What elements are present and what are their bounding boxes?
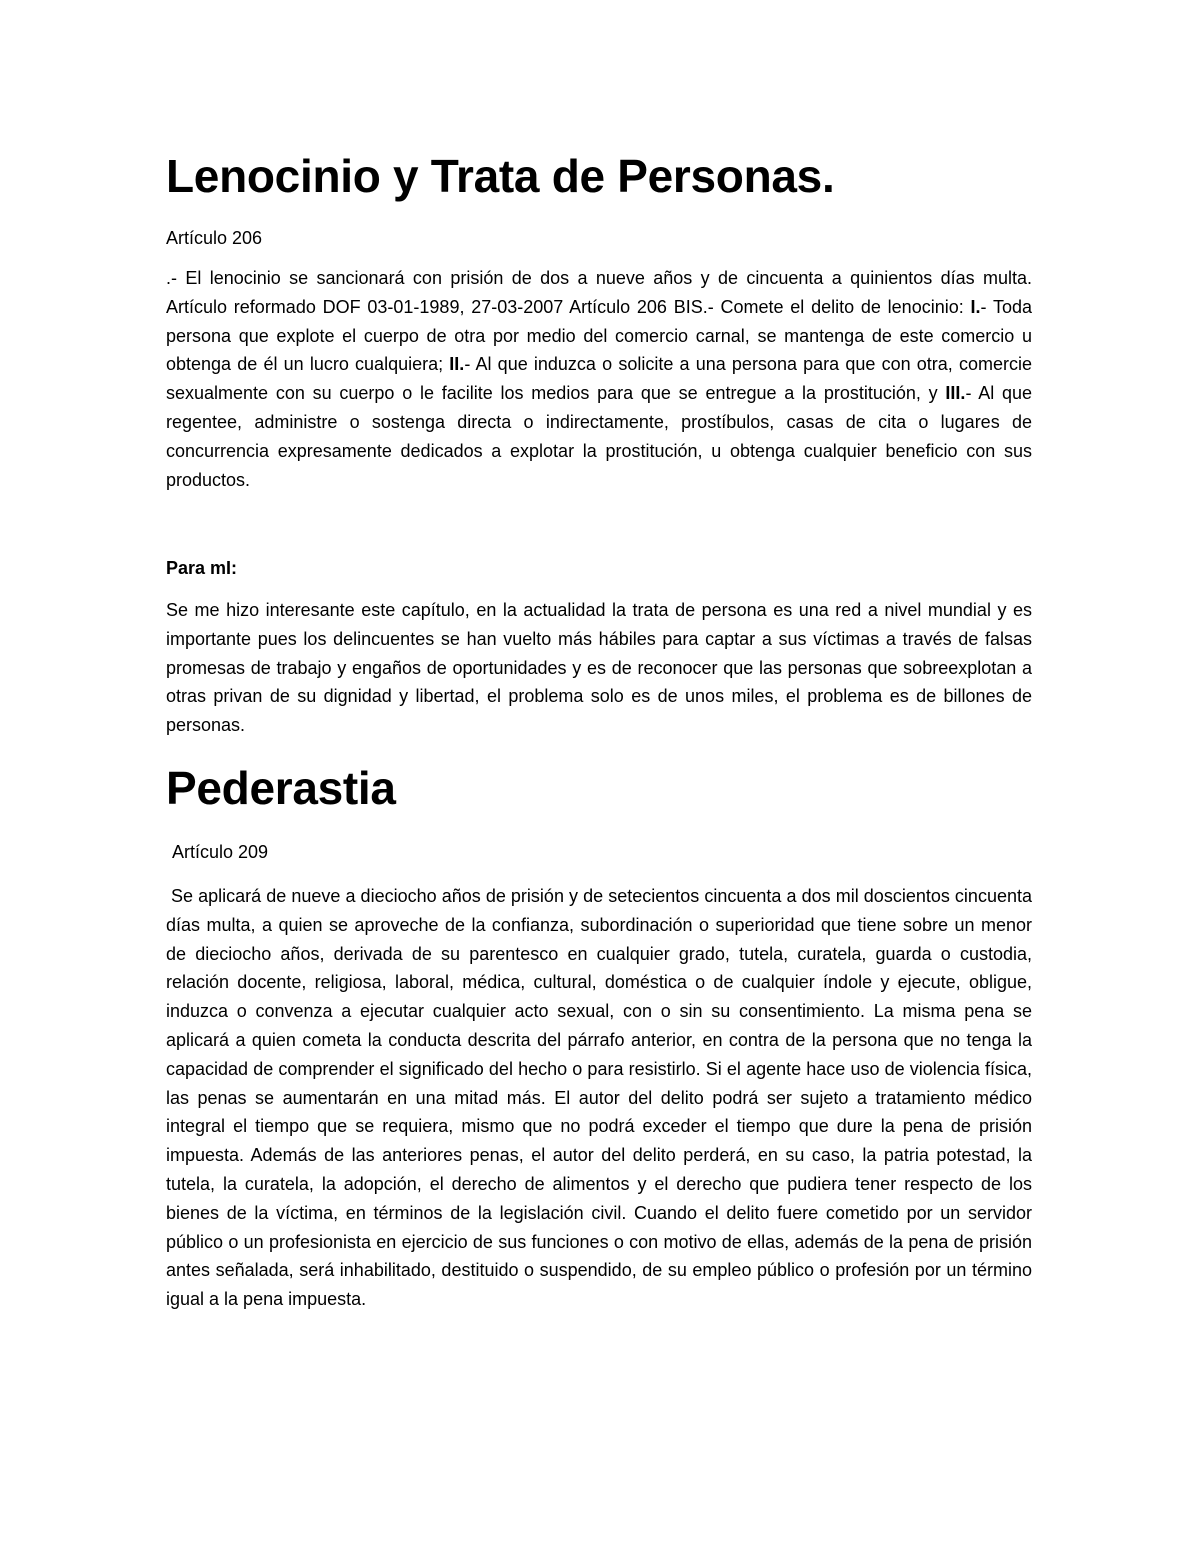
article-206-text-part-4: - Al que regentee, administre o sostenga directa o indirectamente, prostíbulos, casas de cita o lugares de concurrencia expresamente dedicados a explotar la prostitución, u obtenga cualquier beneficio con sus productos.: [166, 383, 1033, 490]
article-209-label: Artículo 209: [172, 842, 269, 862]
article-206-label: Artículo 206: [166, 228, 263, 248]
roman-numeral-i: I.: [970, 296, 981, 317]
opinion-text: Se me hizo interesante este capítulo, en la actualidad la trata de persona es una red a nivel mundial y es importante pues los delincuentes se han vuelto más hábiles para captar a sus víctimas a través de falsas promesas de trabajo y engaños de oportunidades y es de reconocer que las personas que sobreexplotan a otras privan de su dignidad y libertad, el problema solo es de unos miles, el problema es de billones de personas.: [166, 600, 1032, 736]
roman-numeral-iii: III.: [945, 383, 966, 404]
article-206-text: [166, 264, 1032, 494]
section-title-lenocinio: Lenocinio y Trata de Personas.: [166, 150, 835, 202]
article-206-text-part-3: - Al que induzca o solicite a una persona para que con otra, comercie sexualmente con su cuerpo o le facilite los medios para que se entregue a la prostitución, y: [166, 354, 1032, 404]
article-206-text-part-1: .- El lenocinio se sancionará con prisión de dos a nueve años y de cincuenta a quinientos días multa. Artículo reformado DOF 03-01-1989, 27-03-2007 Artículo 206 BIS.- Comete el delito de lenocinio:: [166, 268, 1032, 317]
opinion-heading: Para mI:: [166, 558, 238, 578]
article-209-text: Se aplicará de nueve a dieciocho años de prisión y de setecientos cincuenta a dos mil doscientos cincuenta días multa, a quien se aproveche de la confianza, subordinación o superioridad que tiene sobre un menor de dieciocho años, derivada de su parentesco en cualquier grado, tutela, curatela, guarda o custodia, relación docente, religiosa, laboral, médica, cultural, doméstica o de cualquier índole y ejecute, obligue, induzca o convenza a ejecutar cualquier acto sexual, con o sin su consentimiento. La misma pena se aplicará a quien cometa la conducta descrita del párrafo anterior, en contra de la persona que no tenga la capacidad de comprender el significado del hecho o para resistirlo. Si el agente hace uso de violencia física, las penas se aumentarán en una mitad más. El autor del delito podrá ser sujeto a tratamiento médico integral el tiempo que se requiera, mismo que no podrá exceder el tiempo que dure la pena de prisión impuesta. Además de las anteriores penas, el autor del delito perderá, en su caso, la patria potestad, la tutela, la curatela, la adopción, el derecho de alimentos y el derecho que pudiera tener respecto de los bienes de la víctima, en términos de la legislación civil. Cuando el delito fuere cometido por un servidor público o un profesionista en ejercicio de sus funciones o con motivo de ellas, además de la pena de prisión antes señalada, será inhabilitado, destituido o suspendido, de su empleo público o profesión por un término igual a la pena impuesta.: [166, 886, 1032, 1310]
article-206-text-part-2: - Toda persona que explote el cuerpo de otra por medio del comercio carnal, se mantenga de este comercio u obtenga de él un lucro cualquiera;: [166, 296, 1032, 375]
section-title-pederastia: Pederastia: [166, 762, 396, 814]
roman-numeral-ii: II.: [449, 354, 465, 375]
